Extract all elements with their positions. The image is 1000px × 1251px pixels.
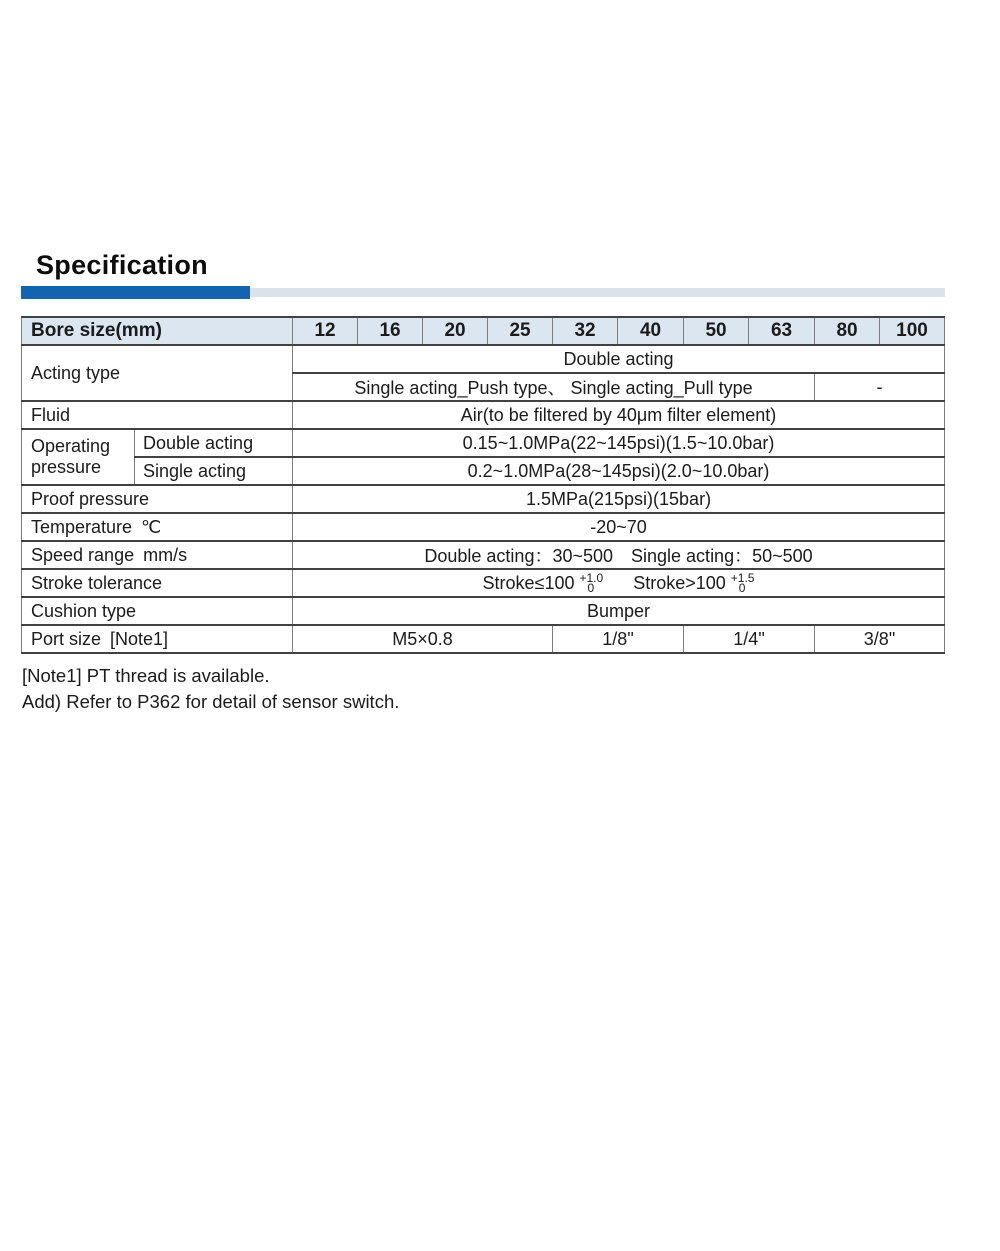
footnote-2: Add) Refer to P362 for detail of sensor switch. xyxy=(22,691,400,712)
cell-cushion-value: Bumper xyxy=(293,597,945,625)
tolerance-1-lower: 0 xyxy=(587,580,595,595)
footnote-1: [Note1] PT thread is available. xyxy=(22,665,270,686)
row-label-port-size: Port size [Note1] xyxy=(22,625,293,653)
row-label-cushion-type: Cushion type xyxy=(22,597,293,625)
header-bore-50: 50 xyxy=(684,317,749,345)
tolerance-2-upper: +1.5 xyxy=(730,570,755,585)
header-bore-size-label: Bore size(mm) xyxy=(22,317,293,345)
sublabel-op-double: Double acting xyxy=(135,429,293,457)
title-underline-accent xyxy=(21,286,250,299)
specification-table xyxy=(21,316,945,654)
cell-acting-double: Double acting xyxy=(293,345,945,373)
cell-temperature-value: -20~70 xyxy=(293,513,945,541)
temperature-row xyxy=(22,513,945,541)
header-bore-80: 80 xyxy=(815,317,880,345)
cell-port-1-8: 1/8" xyxy=(553,625,684,653)
tolerance-stack-2 xyxy=(730,570,755,595)
cell-port-1-4: 1/4" xyxy=(684,625,815,653)
proof-pressure-row xyxy=(22,485,945,513)
header-bore-20: 20 xyxy=(423,317,488,345)
title-underline-track xyxy=(250,288,945,297)
operating-pressure-double-row xyxy=(22,429,945,457)
header-bore-32: 32 xyxy=(553,317,618,345)
stroke-gt-100-text: Stroke>100 xyxy=(633,572,726,593)
cell-port-3-8: 3/8" xyxy=(815,625,945,653)
row-label-operating-pressure: Operating pressure xyxy=(22,429,135,485)
fluid-row xyxy=(22,401,945,429)
acting-type-double-row xyxy=(22,345,945,373)
cell-op-single-value: 0.2~1.0MPa(28~145psi)(2.0~10.0bar) xyxy=(293,457,945,485)
header-bore-63: 63 xyxy=(749,317,815,345)
row-label-fluid: Fluid xyxy=(22,401,293,429)
sublabel-op-single: Single acting xyxy=(135,457,293,485)
cell-speed-range-value: Double acting：30~500 Single acting：50~500 xyxy=(293,541,945,569)
cell-port-m5: M5×0.8 xyxy=(293,625,553,653)
tolerance-2-lower: 0 xyxy=(738,580,746,595)
stroke-le-100-text: Stroke≤100 xyxy=(482,572,575,593)
speed-range-row xyxy=(22,541,945,569)
header-bore-100: 100 xyxy=(880,317,945,345)
page-title: Specification xyxy=(36,250,208,280)
row-label-temperature: Temperature ℃ xyxy=(22,513,293,541)
cushion-type-row xyxy=(22,597,945,625)
cell-proof-pressure-value: 1.5MPa(215psi)(15bar) xyxy=(293,485,945,513)
cell-op-double-value: 0.15~1.0MPa(22~145psi)(1.5~10.0bar) xyxy=(293,429,945,457)
cell-acting-single-na: - xyxy=(815,373,945,401)
cell-fluid-value: Air(to be filtered by 40μm filter element) xyxy=(293,401,945,429)
operating-pressure-single-row xyxy=(22,457,945,485)
header-bore-25: 25 xyxy=(488,317,553,345)
header-bore-40: 40 xyxy=(618,317,684,345)
row-label-stroke-tolerance: Stroke tolerance xyxy=(22,569,293,597)
port-size-row xyxy=(22,625,945,653)
title-underline-bar xyxy=(21,286,945,299)
spec-sheet-page xyxy=(0,251,1000,715)
header-bore-16: 16 xyxy=(358,317,423,345)
table-header-row xyxy=(22,317,945,345)
stroke-tolerance-row xyxy=(22,569,945,597)
row-label-proof-pressure: Proof pressure xyxy=(22,485,293,513)
tolerance-stack-1 xyxy=(579,570,604,595)
cell-acting-single: Single acting_Push type、 Single acting_Pull type xyxy=(293,373,815,401)
row-label-speed-range: Speed range mm/s xyxy=(22,541,293,569)
header-bore-12: 12 xyxy=(293,317,358,345)
cell-stroke-tolerance-value xyxy=(293,569,945,597)
footnotes xyxy=(22,663,1000,715)
row-label-acting-type: Acting type xyxy=(22,345,293,401)
tolerance-1-upper: +1.0 xyxy=(579,570,604,585)
